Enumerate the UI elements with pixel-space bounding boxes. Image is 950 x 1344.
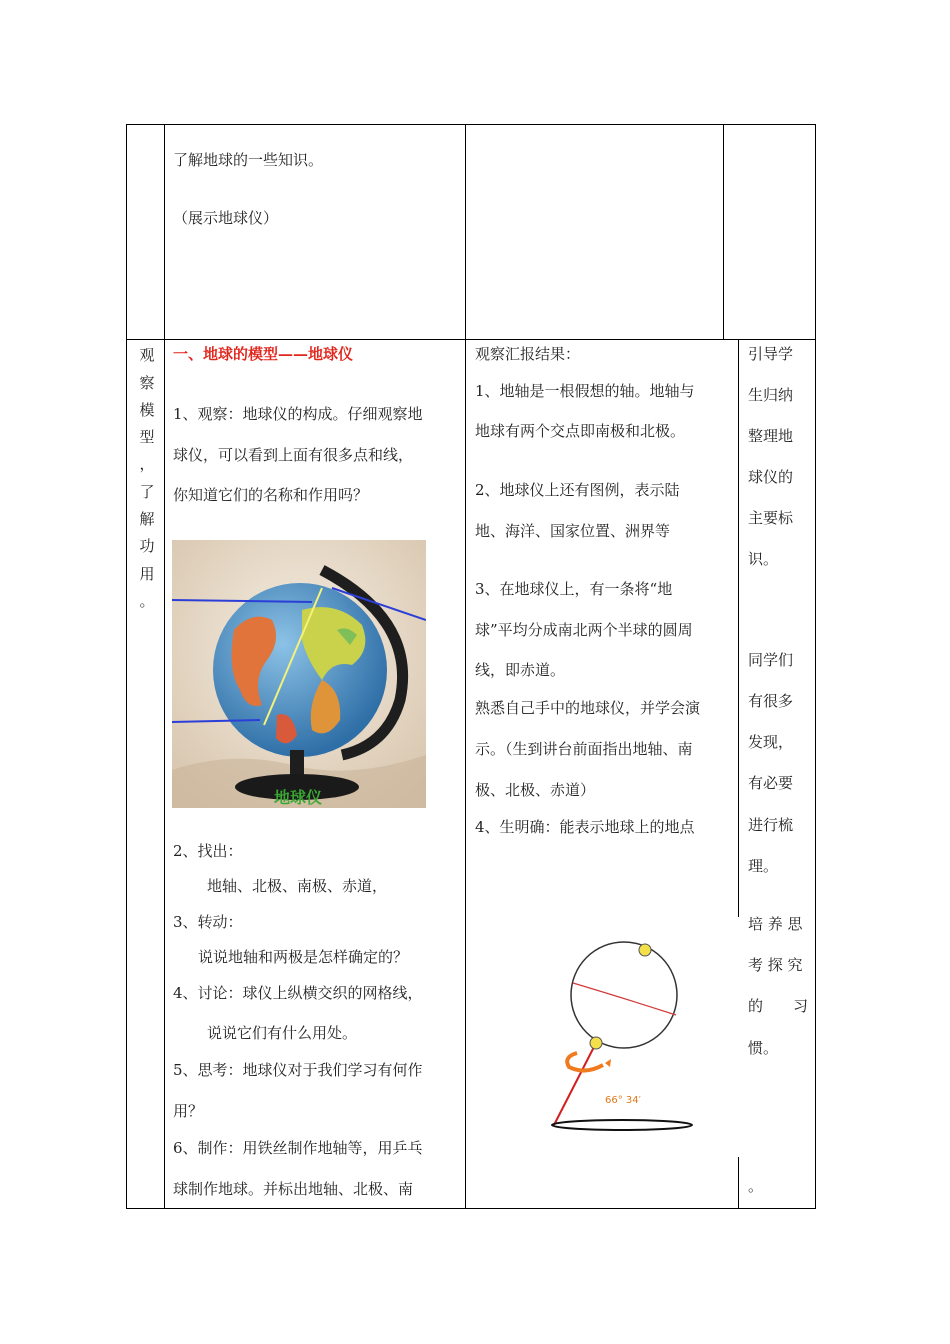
- habit-line: 考 探 究: [748, 956, 803, 974]
- report-line: 3、在地球仪上，有一条将“地: [475, 580, 673, 598]
- table-bottom-border: [126, 1208, 816, 1209]
- think-line: 5、思考：地球仪对于我们学习有何作: [173, 1061, 423, 1079]
- rotate-question: 说说地轴和两极是怎样确定的？: [198, 948, 409, 966]
- guide-line: 球仪的: [748, 468, 794, 486]
- side-char: 解: [139, 510, 155, 528]
- report-line: 示。（生到讲台前面指出地轴、南: [475, 740, 693, 758]
- report-line: 2、地球仪上还有图例，表示陆: [475, 481, 680, 499]
- report-title: 观察汇报结果：: [475, 345, 581, 363]
- report-line: 线，即赤道。: [475, 661, 566, 679]
- guide-line: 生归纳: [748, 386, 794, 404]
- discovery-line: 有必要: [748, 774, 794, 792]
- make-line: 球制作地球。并标出地轴、北极、南: [173, 1180, 414, 1198]
- side-char: 察: [139, 374, 155, 392]
- column-divider-3-lower: [738, 339, 739, 917]
- make-line: 6、制作：用铁丝制作地轴等，用乒乓: [173, 1139, 423, 1157]
- discuss-question: 说说它们有什么用处。: [207, 1024, 358, 1042]
- guide-line: 主要标: [748, 509, 794, 527]
- row1-text-2: （展示地球仪）: [173, 209, 279, 227]
- side-char: 了: [139, 483, 155, 501]
- column-divider-2: [465, 124, 466, 1209]
- report-line: 极、北极、赤道）: [475, 781, 596, 799]
- side-char: 功: [139, 537, 155, 555]
- find-items: 地轴、北极、南极、赤道，: [207, 877, 388, 895]
- guide-line: 识。: [748, 550, 779, 568]
- side-char: 型: [139, 428, 155, 446]
- side-char: 用: [139, 565, 155, 583]
- side-char: ，: [139, 455, 155, 473]
- column-divider-1: [164, 124, 165, 1209]
- column-divider-3-bottom: [738, 1157, 739, 1208]
- report-line: 1、地轴是一根假想的轴。地轴与: [475, 382, 695, 400]
- side-char: 模: [139, 401, 155, 419]
- row1-text-1: 了解地球的一些知识。: [173, 151, 324, 169]
- report-line: 地球有两个交点即南极和北极。: [475, 422, 686, 440]
- table-top-border: [126, 124, 816, 125]
- globe-photo: [172, 540, 426, 808]
- rotate-line: 3、转动：: [173, 913, 243, 931]
- discovery-line: 进行梳: [748, 816, 794, 834]
- discovery-line: 有很多: [748, 692, 794, 710]
- table-left-border: [126, 124, 127, 1209]
- report-line: 地、海洋、国家位置、洲界等: [475, 522, 671, 540]
- report-line: 球”平均分成南北两个半球的圆周: [475, 621, 693, 639]
- tilt-angle-label: 66° 34′: [605, 1095, 641, 1106]
- discovery-line: 同学们: [748, 651, 794, 669]
- section-heading: 一、地球的模型——地球仪: [173, 345, 354, 363]
- report-line: 熟悉自己手中的地球仪，并学会演: [475, 699, 701, 717]
- habit-line: 的 习: [748, 997, 809, 1015]
- table-row-divider: [126, 339, 816, 340]
- trailing-mark: 。: [748, 1177, 764, 1195]
- column-divider-3-upper: [723, 124, 724, 339]
- observe-line: 1、观察：地球仪的构成。仔细观察地: [173, 405, 423, 423]
- observe-line: 你知道它们的名称和作用吗？: [173, 486, 369, 504]
- find-line: 2、找出：: [173, 842, 243, 860]
- side-char: 。: [139, 592, 155, 610]
- globe-photo-label: 地球仪: [274, 788, 323, 807]
- earth-axis-diagram: [545, 935, 705, 1140]
- observe-line: 球仪，可以看到上面有很多点和线，: [173, 446, 414, 464]
- habit-line: 惯。: [748, 1039, 779, 1057]
- discovery-line: 理。: [748, 857, 779, 875]
- table-right-border: [815, 124, 816, 1209]
- guide-line: 引导学: [748, 345, 794, 363]
- habit-line: 培 养 思: [748, 915, 803, 933]
- think-line: 用？: [173, 1102, 204, 1120]
- side-char: 观: [139, 346, 155, 364]
- discuss-line: 4、讨论：球仪上纵横交织的网格线，: [173, 984, 423, 1002]
- guide-line: 整理地: [748, 427, 794, 445]
- discovery-line: 发现，: [748, 733, 794, 751]
- report-line: 4、生明确：能表示地球上的地点: [475, 818, 695, 836]
